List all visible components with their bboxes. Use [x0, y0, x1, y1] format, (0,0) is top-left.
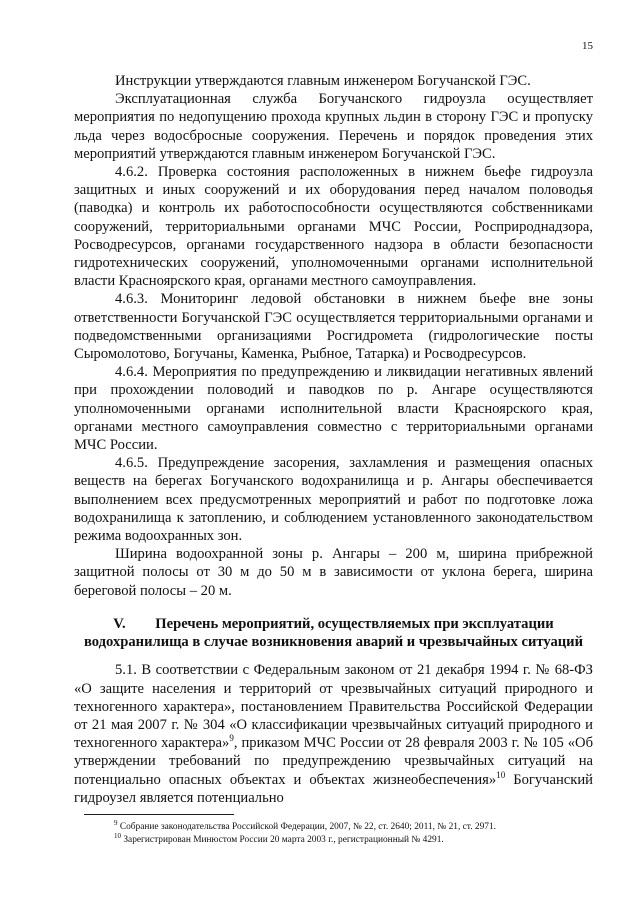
paragraph-5-1	[74, 661, 593, 807]
footnote-text-9: Собрание законодательства Российской Федерации, 2007, № 22, ст. 2640; 2011, № 21, ст. 2971.	[117, 822, 496, 832]
paragraph-instructions: Инструкции утверждаются главным инженером Богучанской ГЭС.	[115, 73, 531, 89]
footnote-mark-9: 9	[114, 819, 118, 827]
paragraph-5-1-part-1: 5.1. В соответствии с Федеральным законом от 21 декабря 1994 г. № 68-ФЗ «О защите населения и территорий от чрезвычайных ситуаций природного и техногенного характера», постановлением Правительства Российской Федерации от 21 мая 2007 г. № 304 «О классификации чрезвычайных ситуаций природного и техногенного характера»	[74, 662, 593, 752]
paragraph-5-1-part-2: , приказом МЧС России от 28 февраля 2003 г. № 105 «Об утверждении требований по предупреждению чрезвычайных ситуаций на потенциально опасных объектах и объектах жизнеобеспечения»	[74, 735, 593, 788]
footnotes	[74, 814, 593, 847]
page-number: 15	[582, 40, 593, 52]
footnote-ref-9[interactable]: 9	[229, 733, 234, 744]
section-heading	[74, 615, 593, 651]
section-title-line-2: водохранилища в случае возникновения аварий и чрезвычайных ситуаций	[84, 634, 583, 651]
page-body	[74, 72, 593, 807]
paragraph-4-6-4: 4.6.4. Мероприятия по предупреждению и ликвидации негативных явлений при прохождении половодий и паводков по р. Ангаре осуществляются уполномоченными органами исполнительной власти Красноярского края, органами местного самоуправления совместно с территориальными органами МЧС России.	[74, 364, 593, 454]
footnote-mark-10: 10	[114, 832, 121, 840]
footnote-text-10: Зарегистрирован Минюстом России 20 марта 2003 г., регистрационный № 4291.	[121, 835, 444, 845]
paragraph-operations-service: Эксплуатационная служба Богучанского гидроузла осуществляет мероприятия по недопущению прохода крупных льдин в сторону ГЭС и пропуску льда через водосбросные сооружения. Перечень и порядок проведения этих мероприятий утверждаются главным инженером Богучанской ГЭС.	[74, 91, 593, 162]
footnote-9	[114, 821, 593, 833]
section-number: V.	[113, 615, 126, 632]
footnote-10	[114, 834, 593, 846]
paragraph-5-1-part-3: Богучанский гидроузел является потенциально	[74, 771, 593, 806]
footnote-ref-10[interactable]: 10	[496, 769, 506, 780]
paragraph-4-6-2: 4.6.2. Проверка состояния расположенных в нижнем бьефе гидроузла защитных и иных сооружений и их оборудования перед началом половодья (паводка) и контроль их работоспособности осуществляются собственниками сооружений, территориальными органами МЧС России, Росприроднадзора, Росводресурсов, органами государственного надзора в области безопасности гидротехнических сооружений, уполномоченными органами исполнительной власти Красноярского края, органами местного самоуправления.	[74, 164, 593, 290]
footnote-divider	[84, 814, 234, 815]
section-heading-line-1	[74, 615, 593, 633]
paragraph-4-6-3: 4.6.3. Мониторинг ледовой обстановки в нижнем бьефе вне зоны ответственности Богучанской ГЭС осуществляется территориальными органами и подведомственными организациями Росгидромета (гидрологические посты Сыромолотово, Богучаны, Каменка, Рыбное, Татарка) и Росводресурсов.	[74, 291, 593, 363]
section-title-line-1: Перечень мероприятий, осуществляемых при эксплуатации	[155, 615, 554, 632]
paragraph-4-6-5: 4.6.5. Предупреждение засорения, захламления и размещения опасных веществ на берегах Богучанского водохранилища и р. Ангары обеспечивается выполнением всех предусмотренных мероприятий и работ по подготовке ложа водохранилища к затоплению, и соблюдением установленного законодательством режима водоохранных зон.	[74, 455, 593, 545]
paragraph-zone-width: Ширина водоохранной зоны р. Ангары – 200 м, ширина прибрежной защитной полосы от 30 м до 50 м в зависимости от уклона берега, ширина береговой полосы – 20 м.	[74, 546, 593, 599]
